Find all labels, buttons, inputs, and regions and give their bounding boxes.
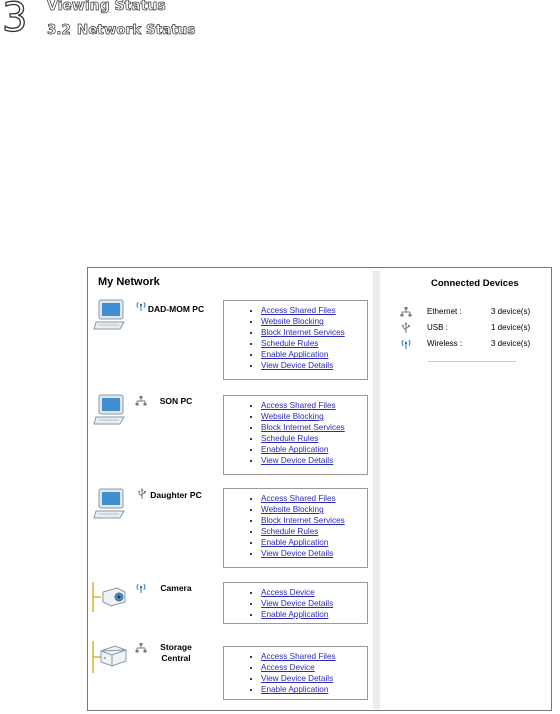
connection-type-label: Wireless :: [427, 339, 463, 348]
chapter-title: Viewing Status: [47, 0, 166, 14]
action-item[interactable]: [261, 651, 367, 662]
device-name: [141, 642, 211, 664]
enable-application-link[interactable]: Enable Application: [261, 445, 329, 455]
wireless-icon: [400, 338, 412, 350]
device-count: 1 device(s): [491, 323, 531, 332]
action-item[interactable]: [261, 673, 367, 684]
computer-icon: [93, 393, 127, 427]
device-name: Daughter PC: [150, 490, 202, 500]
schedule-rules-link[interactable]: Schedule Rules: [261, 434, 319, 444]
action-item[interactable]: [261, 609, 367, 620]
website-blocking-link[interactable]: Website Blocking: [261, 505, 324, 515]
device-name: Camera: [160, 583, 192, 593]
my-network-title: My Network: [98, 276, 160, 288]
section-title: Network Status: [76, 22, 196, 38]
action-item[interactable]: [261, 493, 367, 504]
action-item[interactable]: [261, 548, 367, 559]
ethernet-icon: [400, 306, 412, 318]
computer-icon: [93, 298, 127, 332]
action-item[interactable]: [261, 504, 367, 515]
usb-icon: [400, 322, 412, 334]
action-item[interactable]: [261, 684, 367, 695]
action-item[interactable]: [261, 316, 367, 327]
access-device-link[interactable]: Access Device: [261, 588, 315, 597]
camera-icon: [91, 580, 129, 614]
device-actions-box: [223, 395, 368, 475]
action-item[interactable]: [261, 515, 367, 526]
action-item[interactable]: [261, 537, 367, 548]
device-actions-box: [223, 300, 368, 380]
website-blocking-link[interactable]: Website Blocking: [261, 412, 324, 422]
view-device-details-link[interactable]: View Device Details: [261, 599, 334, 609]
access-shared-files-link[interactable]: Access Shared Files: [261, 494, 336, 503]
action-item[interactable]: [261, 598, 367, 609]
block-internet-services-link[interactable]: Block Internet Services: [261, 516, 345, 526]
section-heading: [47, 22, 195, 38]
connection-type-label: USB :: [427, 323, 448, 332]
action-item[interactable]: [261, 349, 367, 360]
device-name-line2: Central: [161, 653, 191, 663]
action-item[interactable]: [261, 455, 367, 466]
action-item[interactable]: [261, 662, 367, 673]
connection-type-label: Ethernet :: [427, 307, 462, 316]
action-item[interactable]: [261, 444, 367, 455]
schedule-rules-link[interactable]: Schedule Rules: [261, 339, 319, 349]
action-item[interactable]: [261, 526, 367, 537]
view-device-details-link[interactable]: View Device Details: [261, 549, 334, 559]
enable-application-link[interactable]: Enable Application: [261, 538, 329, 548]
storage-icon: [91, 639, 129, 675]
action-item[interactable]: [261, 400, 367, 411]
device-count: 3 device(s): [491, 307, 531, 316]
device-name: DAD-MOM PC: [147, 304, 205, 314]
action-item[interactable]: [261, 327, 367, 338]
view-device-details-link[interactable]: View Device Details: [261, 674, 334, 684]
view-device-details-link[interactable]: View Device Details: [261, 456, 334, 466]
summary-separator: [428, 361, 516, 362]
action-item[interactable]: [261, 338, 367, 349]
device-count: 3 device(s): [491, 339, 531, 348]
action-item[interactable]: [261, 433, 367, 444]
access-shared-files-link[interactable]: Access Shared Files: [261, 401, 336, 410]
device-name: SON PC: [159, 396, 193, 406]
computer-icon: [93, 487, 127, 521]
action-item[interactable]: [261, 587, 367, 598]
enable-application-link[interactable]: Enable Application: [261, 610, 329, 620]
section-number: 3.2: [47, 22, 71, 38]
network-status-panel: [87, 267, 552, 711]
access-shared-files-link[interactable]: Access Shared Files: [261, 306, 336, 315]
device-actions-box: [223, 582, 368, 624]
block-internet-services-link[interactable]: Block Internet Services: [261, 328, 345, 338]
block-internet-services-link[interactable]: Block Internet Services: [261, 423, 345, 433]
view-device-details-link[interactable]: View Device Details: [261, 361, 334, 371]
connected-devices-title: Connected Devices: [431, 278, 519, 289]
device-actions-box: [223, 488, 368, 568]
action-item[interactable]: [261, 305, 367, 316]
access-shared-files-link[interactable]: Access Shared Files: [261, 652, 336, 661]
enable-application-link[interactable]: Enable Application: [261, 685, 329, 695]
action-item[interactable]: [261, 360, 367, 371]
device-actions-box: [223, 646, 368, 700]
action-item[interactable]: [261, 411, 367, 422]
action-item[interactable]: [261, 422, 367, 433]
schedule-rules-link[interactable]: Schedule Rules: [261, 527, 319, 537]
enable-application-link[interactable]: Enable Application: [261, 350, 329, 360]
website-blocking-link[interactable]: Website Blocking: [261, 317, 324, 327]
chapter-number: 3: [2, 0, 28, 41]
panel-divider: [373, 271, 380, 709]
access-device-link[interactable]: Access Device: [261, 663, 315, 673]
device-name-line1: Storage: [160, 642, 192, 652]
